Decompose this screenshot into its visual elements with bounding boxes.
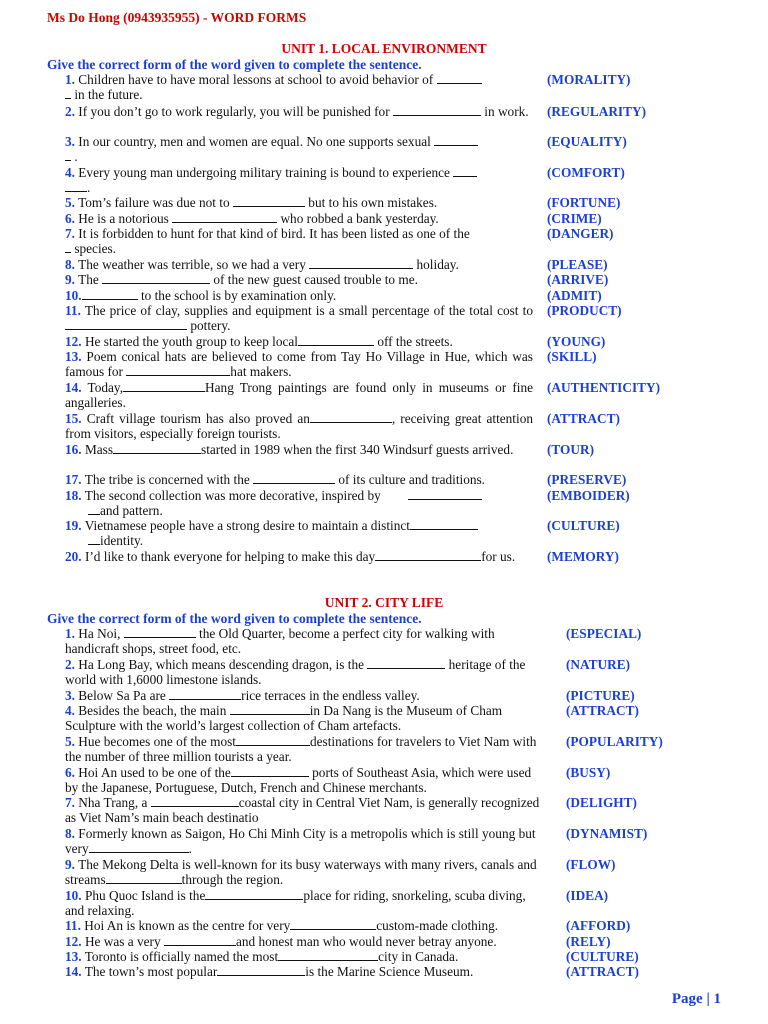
question-item: 14. The town’s most popular is the Marine Science Museum.	[65, 964, 474, 979]
question-item: 10. Phu Quoc Island is the place for riding, snorkeling, scuba diving, and relaxing.	[65, 888, 526, 918]
word-hint: (YOUNG)	[547, 334, 606, 349]
question-item: 18. The second collection was more decorative, inspired by and pattern.	[65, 488, 533, 518]
question-item: 7. It is forbidden to hunt for that kind of bird. It has been listed as one of the species.	[65, 226, 470, 256]
worksheet-header: Ms Do Hong (0943935955) - WORD FORMS	[47, 10, 307, 25]
answer-blank[interactable]	[217, 964, 305, 976]
answer-blank[interactable]	[65, 318, 187, 330]
word-hint: (REGULARITY)	[547, 104, 646, 119]
answer-blank[interactable]	[205, 888, 303, 900]
word-hint: (EQUALITY)	[547, 134, 627, 149]
answer-blank[interactable]	[290, 918, 376, 930]
answer-blank[interactable]	[123, 380, 205, 392]
word-hint: (FORTUNE)	[547, 195, 621, 210]
question-item: 4. Besides the beach, the main in Da Nang is the Museum of Cham Sculpture with the world’s largest collection of Cham artefacts.	[65, 703, 503, 733]
word-hint: (EMBOIDER)	[547, 488, 630, 503]
answer-blank[interactable]	[453, 165, 477, 177]
word-hint: (ATTRACT)	[566, 703, 639, 718]
word-hint: (PICTURE)	[566, 688, 635, 703]
question-item: 4. Every young man undergoing military training is bound to experience .	[65, 165, 533, 195]
unit-1-instruction: Give the correct form of the word given to complete the sentence.	[47, 57, 422, 72]
question-item: 11. The price of clay, supplies and equipment is a small percentage of the total cost to pottery.	[65, 303, 533, 333]
answer-blank[interactable]	[65, 180, 87, 192]
answer-blank[interactable]	[375, 549, 481, 561]
question-item: 8. Formerly known as Saigon, Ho Chi Minh City is a metropolis which is still young but very .	[65, 826, 536, 856]
answer-blank[interactable]	[106, 872, 182, 884]
word-hint: (PRESERVE)	[547, 472, 627, 487]
question-item: 20. I’d like to thank everyone for helping to make this day for us.	[65, 549, 516, 564]
question-item: 14. Today, Hang Trong paintings are found only in museums or fine angalleries.	[65, 380, 533, 410]
question-item: 17. The tribe is concerned with the of its culture and traditions.	[65, 472, 486, 487]
question-item: 16. Mass started in 1989 when the first 340 Windsurf guests arrived.	[65, 442, 514, 457]
word-hint: (RELY)	[566, 934, 611, 949]
question-item: 7. Nha Trang, a coastal city in Central Viet Nam, is generally recognized as Viet Nam’s main beach destinatio	[65, 795, 540, 825]
word-hint: (CRIME)	[547, 211, 602, 226]
question-item: 2. If you don’t go to work regularly, you will be punished for in work.	[65, 104, 529, 119]
word-hint: (DANGER)	[547, 226, 614, 241]
answer-blank[interactable]	[233, 195, 305, 207]
answer-blank[interactable]	[102, 272, 210, 284]
question-item: 6. Hoi An used to be one of the ports of Southeast Asia, which were used by the Japanese, Portuguese, Dutch, French and Chinese merchants.	[65, 765, 532, 795]
question-item: 9. The Mekong Delta is well-known for its busy waterways with many rivers, canals and streams through the region.	[65, 857, 537, 887]
word-hint: (ATTRACT)	[547, 411, 620, 426]
answer-blank[interactable]	[253, 472, 335, 484]
word-hint: (MORALITY)	[547, 72, 631, 87]
answer-blank[interactable]	[113, 442, 201, 454]
answer-blank[interactable]	[410, 518, 478, 530]
question-item: 9. The of the new guest caused trouble to me.	[65, 272, 418, 287]
word-hint: (ATTRACT)	[566, 964, 639, 979]
page-number: Page | 1	[671, 991, 721, 1007]
answer-blank[interactable]	[309, 257, 413, 269]
answer-blank[interactable]	[393, 104, 481, 116]
question-item: 6. He is a notorious who robbed a bank yesterday.	[65, 211, 439, 226]
question-item: 11. Hoi An is known as the centre for very custom-made clothing.	[65, 918, 499, 933]
answer-blank[interactable]	[231, 765, 309, 777]
question-item: 8. The weather was terrible, so we had a very holiday.	[65, 257, 459, 272]
word-hint: (AFFORD)	[566, 918, 631, 933]
question-item: 3. Below Sa Pa are rice terraces in the endless valley.	[65, 688, 420, 703]
word-hint: (DELIGHT)	[566, 795, 637, 810]
answer-blank[interactable]	[278, 949, 378, 961]
question-item: 12. He started the youth group to keep local off the streets.	[65, 334, 453, 349]
answer-blank[interactable]	[88, 533, 100, 545]
word-hint: (DYNAMIST)	[566, 826, 648, 841]
word-hint: (ARRIVE)	[547, 272, 609, 287]
word-hint: (CULTURE)	[566, 949, 639, 964]
word-hint: (BUSY)	[566, 765, 611, 780]
question-item: 19. Vietnamese people have a strong desire to maintain a distinct identity.	[65, 518, 533, 548]
word-hint: (TOUR)	[547, 442, 595, 457]
question-item: 15. Craft village tourism has also proved an , receiving great attention from visitors, especially foreign tourists.	[65, 411, 533, 441]
question-item: 5. Tom’s failure was due not to but to his own mistakes.	[65, 195, 438, 210]
word-hint: (FLOW)	[566, 857, 616, 872]
word-hint: (PLEASE)	[547, 257, 608, 272]
answer-blank[interactable]	[172, 211, 277, 223]
word-hint: (NATURE)	[566, 657, 631, 672]
question-item: 2. Ha Long Bay, which means descending dragon, is the heritage of the world with 1,6000 limestone islands.	[65, 657, 526, 687]
question-item: 1. Ha Noi, the Old Quarter, become a perfect city for walking with handicraft shops, street food, etc.	[65, 626, 495, 656]
word-hint: (COMFORT)	[547, 165, 625, 180]
answer-blank[interactable]	[89, 841, 189, 853]
word-hint: (PRODUCT)	[547, 303, 622, 318]
question-item: 10. to the school is by examination only.	[65, 288, 337, 303]
unit-2-title: UNIT 2. CITY LIFE	[324, 595, 444, 610]
answer-blank[interactable]	[236, 734, 310, 746]
answer-blank[interactable]	[434, 134, 478, 146]
answer-blank[interactable]	[88, 503, 100, 515]
question-item: 1. Children have to have moral lessons at school to avoid behavior of in the future.	[65, 72, 533, 102]
answer-blank[interactable]	[310, 411, 392, 423]
question-item: 12. He was a very and honest man who would never betray anyone.	[65, 934, 497, 949]
answer-blank[interactable]	[230, 703, 310, 715]
unit-2-instruction: Give the correct form of the word given to complete the sentence.	[47, 611, 422, 626]
word-hint: (IDEA)	[566, 888, 609, 903]
word-hint: (AUTHENTICITY)	[547, 380, 661, 395]
answer-blank[interactable]	[124, 626, 196, 638]
word-hint: (ESPECIAL)	[566, 626, 642, 641]
question-item: 5. Hue becomes one of the most destinations for travelers to Viet Nam with the number of three million tourists a year.	[65, 734, 537, 764]
answer-blank[interactable]	[367, 657, 445, 669]
word-hint: (SKILL)	[547, 349, 597, 364]
answer-blank[interactable]	[82, 288, 138, 300]
question-item: 13. Toronto is officially named the most city in Canada.	[65, 949, 459, 964]
word-hint: (POPULARITY)	[566, 734, 663, 749]
word-hint: (CULTURE)	[547, 518, 620, 533]
answer-blank[interactable]	[126, 364, 230, 376]
unit-1-title: UNIT 1. LOCAL ENVIRONMENT	[281, 41, 487, 56]
answer-blank[interactable]	[437, 72, 482, 84]
answer-blank[interactable]	[408, 488, 482, 500]
question-item: 13. Poem conical hats are believed to come from Tay Ho Village in Hue, which was famous for hat makers.	[65, 349, 533, 379]
answer-blank[interactable]	[169, 688, 241, 700]
word-hint: (MEMORY)	[547, 549, 619, 564]
answer-blank[interactable]	[164, 934, 236, 946]
answer-blank[interactable]	[298, 334, 374, 346]
question-item: 3. In our country, men and women are equal. No one supports sexual .	[65, 134, 533, 164]
answer-blank[interactable]	[151, 795, 239, 807]
word-hint: (ADMIT)	[547, 288, 602, 303]
